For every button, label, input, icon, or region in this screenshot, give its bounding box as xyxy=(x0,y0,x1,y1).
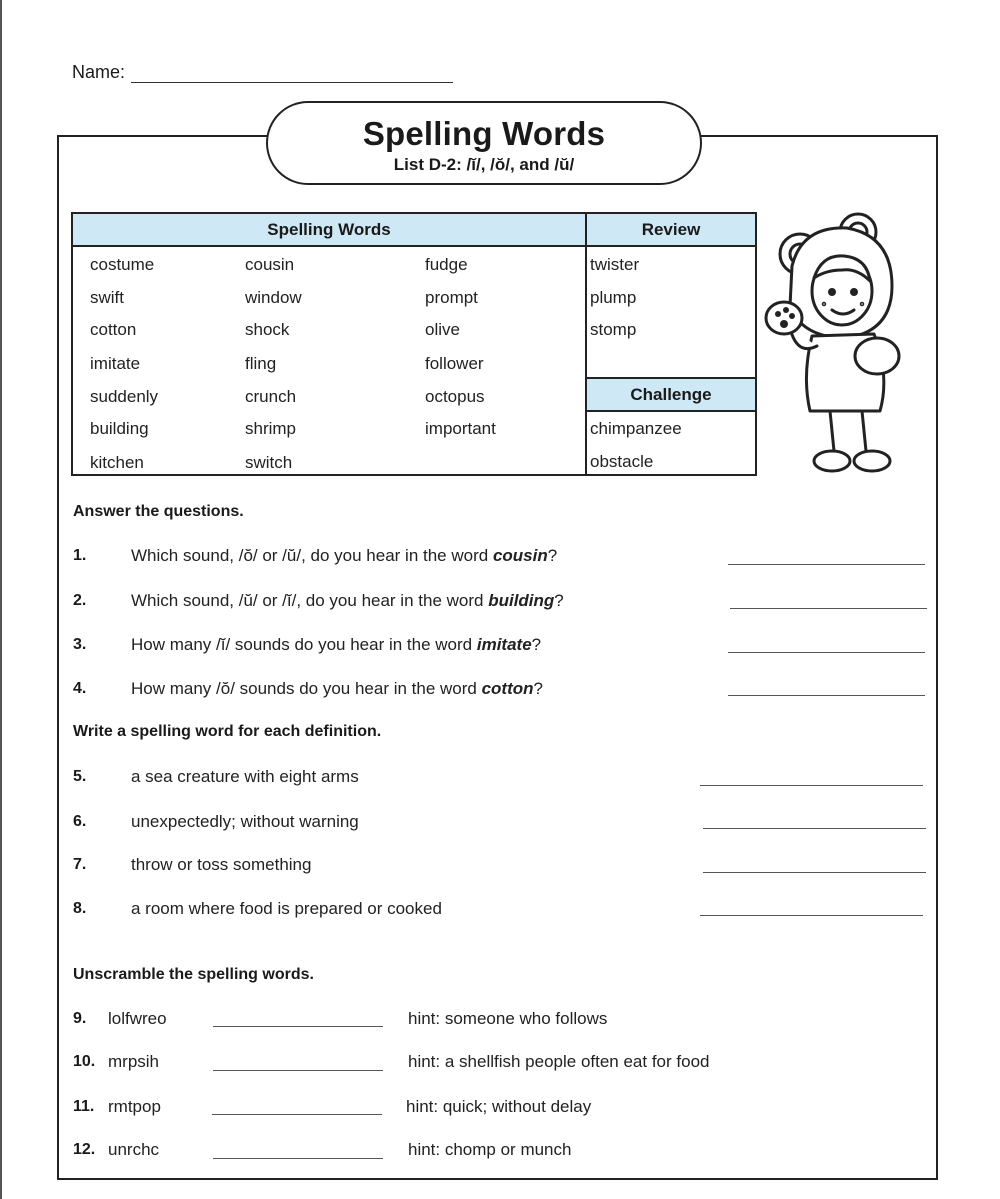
spelling-word: costume xyxy=(90,255,155,274)
challenge-word: obstacle xyxy=(590,452,654,471)
question-number: 10. xyxy=(73,1053,96,1070)
answer-line[interactable] xyxy=(213,1070,383,1071)
answer-line[interactable] xyxy=(703,828,926,829)
spelling-word: swift xyxy=(90,288,124,307)
hint-text: hint: someone who follows xyxy=(408,1009,608,1028)
spelling-word: imitate xyxy=(90,354,141,373)
name-row xyxy=(72,62,453,83)
question-number: 8. xyxy=(73,900,87,917)
hint-text: hint: quick; without delay xyxy=(406,1097,592,1116)
question-number: 3. xyxy=(73,636,87,653)
question-text-part: ? xyxy=(531,635,542,654)
spelling-word: crunch xyxy=(245,387,297,406)
definition-text: a room where food is prepared or cooked xyxy=(131,899,442,918)
question-keyword: cousin xyxy=(492,546,548,565)
spelling-word: building xyxy=(90,419,149,438)
review-word: stomp xyxy=(590,320,637,339)
question-number: 4. xyxy=(73,680,87,697)
answer-line[interactable] xyxy=(700,915,923,916)
spelling-word: fling xyxy=(245,354,277,373)
question-text xyxy=(131,635,541,655)
question-number: 5. xyxy=(73,768,87,785)
question-number: 11. xyxy=(73,1098,95,1115)
question-number: 9. xyxy=(73,1010,87,1027)
section-title-definitions: Write a spelling word for each definition. xyxy=(73,723,382,740)
question-keyword: cotton xyxy=(481,679,534,698)
title-banner xyxy=(266,101,702,185)
answer-line[interactable] xyxy=(700,785,923,786)
question-text xyxy=(131,679,543,699)
table-column-divider xyxy=(585,214,587,474)
section-title-unscramble: Unscramble the spelling words. xyxy=(73,966,314,983)
spelling-word: octopus xyxy=(425,387,485,406)
review-word: plump xyxy=(590,288,637,307)
question-keyword: building xyxy=(488,591,555,610)
spelling-word: window xyxy=(245,288,302,307)
page-edge xyxy=(0,0,2,1199)
scrambled-word: mrpsih xyxy=(108,1052,160,1071)
definition-text: a sea creature with eight arms xyxy=(131,767,359,786)
name-label: Name: xyxy=(72,62,126,82)
answer-line[interactable] xyxy=(703,872,926,873)
question-text-part: ? xyxy=(533,679,543,698)
answer-line[interactable] xyxy=(730,608,927,609)
challenge-header: Challenge xyxy=(587,377,755,412)
question-number: 1. xyxy=(73,547,87,564)
scrambled-word: lolfwreo xyxy=(108,1009,167,1028)
spelling-word: cousin xyxy=(245,255,295,274)
spelling-word: fudge xyxy=(425,255,468,274)
spelling-word: follower xyxy=(425,354,484,373)
spelling-word: important xyxy=(425,419,496,438)
question-text-part: How many /ĭ/ sounds do you hear in the word xyxy=(131,635,477,654)
hint-text: hint: a shellfish people often eat for food xyxy=(408,1052,710,1071)
question-text xyxy=(131,546,557,566)
scrambled-word: unrchc xyxy=(108,1140,160,1159)
spelling-word: suddenly xyxy=(90,387,159,406)
question-number: 7. xyxy=(73,856,87,873)
question-text-part: ? xyxy=(554,591,564,610)
answer-line[interactable] xyxy=(213,1026,383,1027)
scrambled-word: rmtpop xyxy=(108,1097,161,1116)
question-text-part: Which sound, /ŭ/ or /ĭ/, do you hear in the word xyxy=(131,591,489,610)
question-text-part: How many /ŏ/ sounds do you hear in the word xyxy=(131,679,482,698)
bear-costume-child-icon xyxy=(762,206,922,486)
answer-line[interactable] xyxy=(212,1114,382,1115)
question-keyword: imitate xyxy=(476,635,532,654)
page-title: Spelling Words xyxy=(362,115,606,152)
question-number: 6. xyxy=(73,813,87,830)
section-title-questions: Answer the questions. xyxy=(73,503,244,520)
question-text-part: ? xyxy=(547,546,558,565)
review-word: twister xyxy=(590,255,640,274)
spelling-words-header: Spelling Words xyxy=(73,214,585,247)
question-text-part: Which sound, /ŏ/ or /ŭ/, do you hear in the word xyxy=(131,546,493,565)
definition-text: unexpectedly; without warning xyxy=(131,812,359,831)
question-text xyxy=(131,591,564,611)
spelling-word: kitchen xyxy=(90,453,144,472)
answer-line[interactable] xyxy=(728,695,925,696)
name-input-line[interactable] xyxy=(131,62,453,83)
spelling-word: olive xyxy=(425,320,460,339)
spelling-word: cotton xyxy=(90,320,137,339)
spelling-words-table xyxy=(71,212,757,476)
challenge-word: chimpanzee xyxy=(590,419,682,438)
spelling-word: prompt xyxy=(425,288,478,307)
review-header: Review xyxy=(587,214,755,247)
question-number: 12. xyxy=(73,1141,96,1158)
spelling-word: switch xyxy=(245,453,293,472)
answer-line[interactable] xyxy=(728,564,925,565)
definition-text: throw or toss something xyxy=(131,855,312,874)
question-number: 2. xyxy=(73,592,87,609)
spelling-word: shock xyxy=(245,320,290,339)
hint-text: hint: chomp or munch xyxy=(408,1140,572,1159)
answer-line[interactable] xyxy=(728,652,925,653)
answer-line[interactable] xyxy=(213,1158,383,1159)
page-subtitle: List D-2: /ĭ/, /ŏ/, and /ŭ/ xyxy=(393,155,575,174)
spelling-word: shrimp xyxy=(245,419,297,438)
